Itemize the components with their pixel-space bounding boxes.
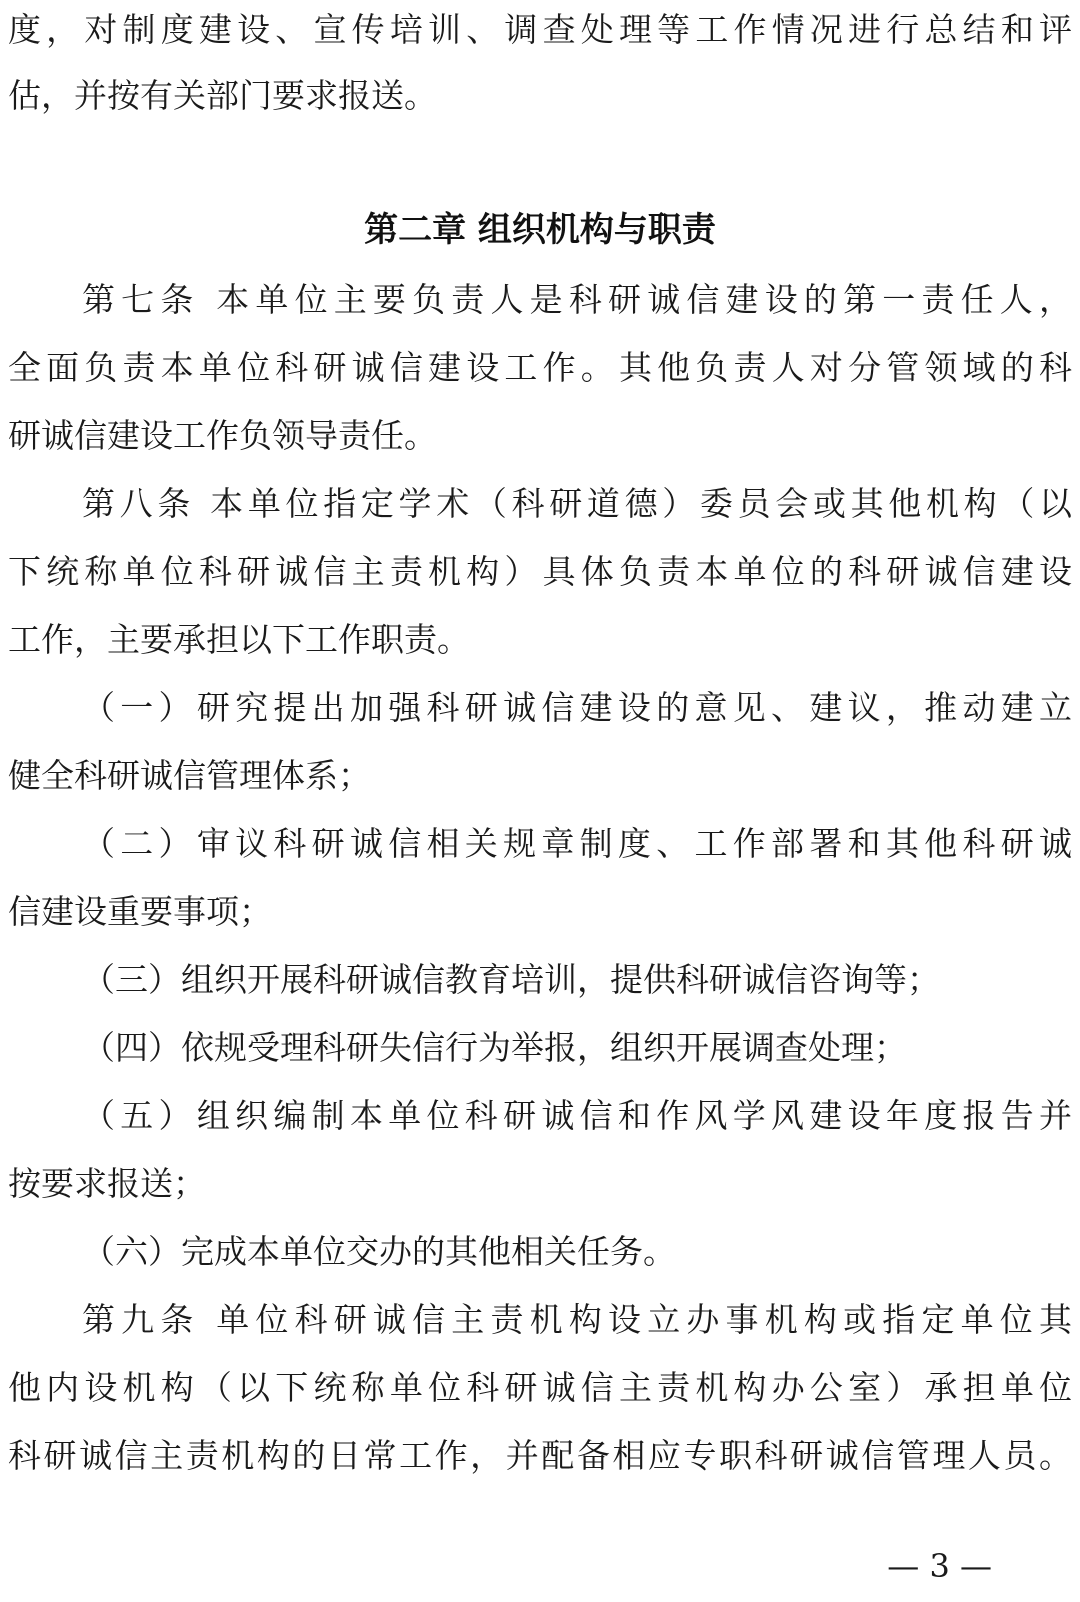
article-7-line: 第七条 本单位主要负责人是科研诚信建设的第一责任人，: [82, 280, 1072, 319]
list-item-5-line: （五）组织编制本单位科研诚信和作风学风建设年度报告并: [82, 1096, 1072, 1135]
text-line: 他内设机构（以下统称单位科研诚信主责机构办公室）承担单位: [8, 1368, 1072, 1407]
text-line: 按要求报送；: [8, 1164, 206, 1203]
list-item-1-line: （一）研究提出加强科研诚信建设的意见、建议，推动建立: [82, 688, 1072, 727]
chapter-heading: 第二章 组织机构与职责: [364, 210, 716, 250]
article-9-line: 第九条 单位科研诚信主责机构设立办事机构或指定单位其: [82, 1300, 1072, 1339]
text-line: 度，对制度建设、宣传培训、调查处理等工作情况进行总结和评: [8, 10, 1072, 49]
list-item-2-line: （二）审议科研诚信相关规章制度、工作部署和其他科研诚: [82, 824, 1072, 863]
text-line: 研诚信建设工作负领导责任。: [8, 416, 437, 455]
text-line: 下统称单位科研诚信主责机构）具体负责本单位的科研诚信建设: [8, 552, 1072, 591]
text-line: 健全科研诚信管理体系；: [8, 756, 371, 795]
text-line: 信建设重要事项；: [8, 892, 272, 931]
list-item-3-line: （三）组织开展科研诚信教育培训，提供科研诚信咨询等；: [82, 960, 940, 999]
article-8-line: 第八条 本单位指定学术（科研道德）委员会或其他机构（以: [82, 484, 1072, 523]
text-line: 工作，主要承担以下工作职责。: [8, 620, 470, 659]
text-line: 科研诚信主责机构的日常工作，并配备相应专职科研诚信管理人员。: [8, 1436, 1072, 1475]
text-line: 全面负责本单位科研诚信建设工作。其他负责人对分管领域的科: [8, 348, 1072, 387]
list-item-4-line: （四）依规受理科研失信行为举报，组织开展调查处理；: [82, 1028, 907, 1067]
text-line: 估，并按有关部门要求报送。: [8, 76, 437, 115]
page-number: — 3 —: [887, 1547, 992, 1585]
list-item-6-line: （六）完成本单位交办的其他相关任务。: [82, 1232, 676, 1271]
